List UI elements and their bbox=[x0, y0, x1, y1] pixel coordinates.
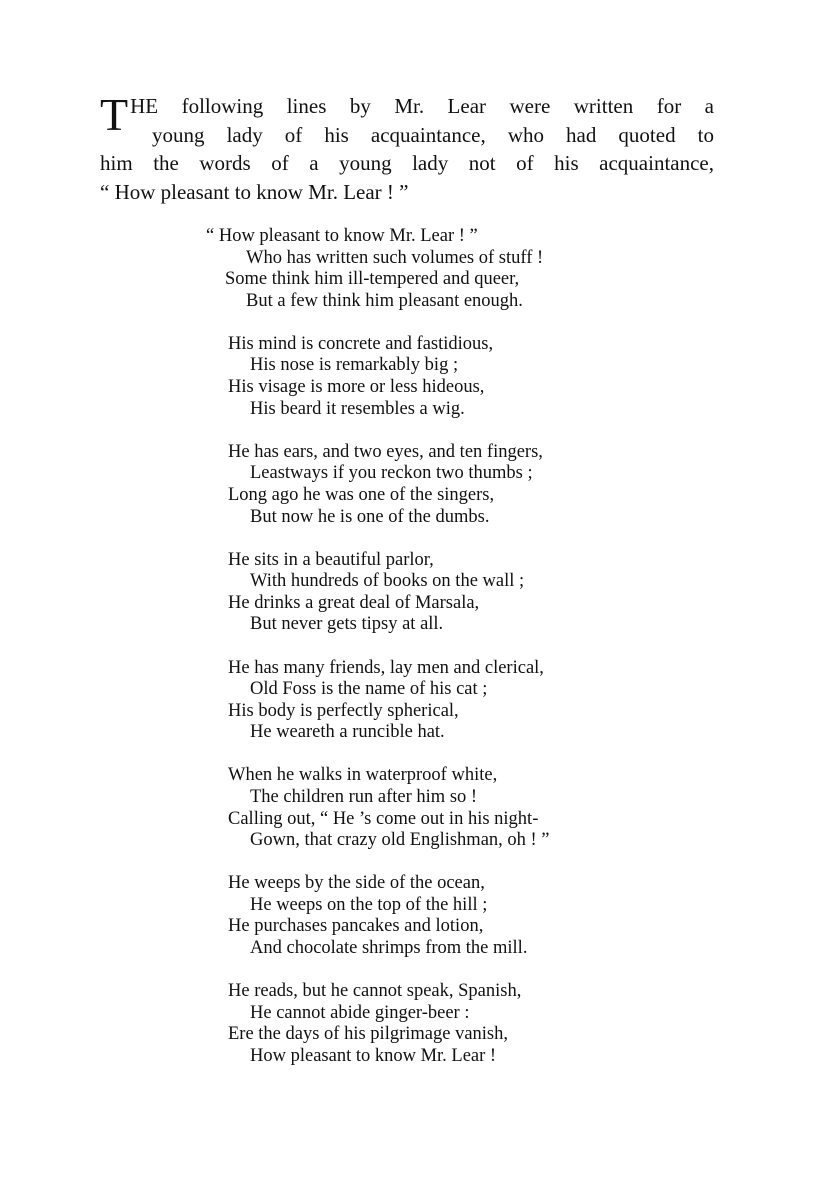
verse-line: His body is perfectly spherical, bbox=[228, 700, 459, 721]
verse-line: He drinks a great deal of Marsala, bbox=[228, 592, 480, 613]
verse-line: He purchases pancakes and lotion, bbox=[228, 916, 484, 937]
stanza-7 bbox=[206, 873, 726, 959]
stanza-8 bbox=[206, 981, 726, 1067]
intro-line-1-text: HE following lines by Mr. Lear were written for a bbox=[130, 94, 714, 118]
verse-line: He reads, but he cannot speak, Spanish, bbox=[228, 981, 522, 1002]
poem bbox=[206, 226, 726, 1089]
stanza-5 bbox=[206, 658, 726, 744]
verse-line: Long ago he was one of the singers, bbox=[228, 484, 495, 505]
verse-line: When he walks in waterproof white, bbox=[228, 765, 498, 786]
verse-line: But never gets tipsy at all. bbox=[250, 614, 444, 635]
verse-line: He cannot abide ginger-beer : bbox=[250, 1002, 470, 1023]
intro-line-2: young lady of his acquaintance, who had quoted to bbox=[152, 122, 714, 147]
intro-paragraph bbox=[100, 89, 714, 206]
verse-line: The children run after him so ! bbox=[250, 786, 478, 807]
verse-line: He weareth a runcible hat. bbox=[250, 722, 445, 743]
verse-line: His visage is more or less hideous, bbox=[228, 377, 485, 398]
verse-line: Gown, that crazy old Englishman, oh ! ” bbox=[250, 830, 550, 851]
verse-line: He weeps by the side of the ocean, bbox=[228, 873, 485, 894]
verse-line: But a few think him pleasant enough. bbox=[246, 290, 523, 311]
verse-line: And chocolate shrimps from the mill. bbox=[250, 938, 528, 959]
stanza-6 bbox=[206, 765, 726, 851]
verse-line: Leastways if you reckon two thumbs ; bbox=[250, 463, 533, 484]
intro-line-3: him the words of a young lady not of his acquaintance, bbox=[100, 151, 714, 175]
verse-line: He sits in a beautiful parlor, bbox=[228, 549, 434, 570]
intro-line-4: “ How pleasant to know Mr. Lear ! ” bbox=[100, 179, 409, 204]
verse-line: Calling out, “ He ’s come out in his night- bbox=[228, 808, 539, 829]
verse-line: Ere the days of his pilgrimage vanish, bbox=[228, 1024, 509, 1045]
drop-cap: T bbox=[100, 89, 129, 140]
verse-line: Some think him ill-tempered and queer, bbox=[225, 269, 520, 290]
verse-line: With hundreds of books on the wall ; bbox=[250, 571, 525, 592]
stanza-1 bbox=[206, 226, 726, 312]
verse-line: Old Foss is the name of his cat ; bbox=[250, 679, 488, 700]
verse-line: He weeps on the top of the hill ; bbox=[250, 894, 488, 915]
stanza-2 bbox=[206, 334, 726, 420]
verse-line: His nose is remarkably big ; bbox=[250, 355, 459, 376]
stanza-3 bbox=[206, 442, 726, 528]
verse-line: He has many friends, lay men and clerical, bbox=[228, 657, 544, 678]
verse-line: How pleasant to know Mr. Lear ! bbox=[250, 1045, 497, 1066]
stanza-4 bbox=[206, 550, 726, 636]
verse-line: Who has written such volumes of stuff ! bbox=[246, 247, 544, 268]
verse-line: His mind is concrete and fastidious, bbox=[228, 333, 494, 354]
verse-line: But now he is one of the dumbs. bbox=[250, 506, 490, 527]
verse-line: “ How pleasant to know Mr. Lear ! ” bbox=[206, 226, 478, 246]
verse-line: His beard it resembles a wig. bbox=[250, 398, 465, 419]
verse-line: He has ears, and two eyes, and ten fingers, bbox=[228, 441, 543, 462]
